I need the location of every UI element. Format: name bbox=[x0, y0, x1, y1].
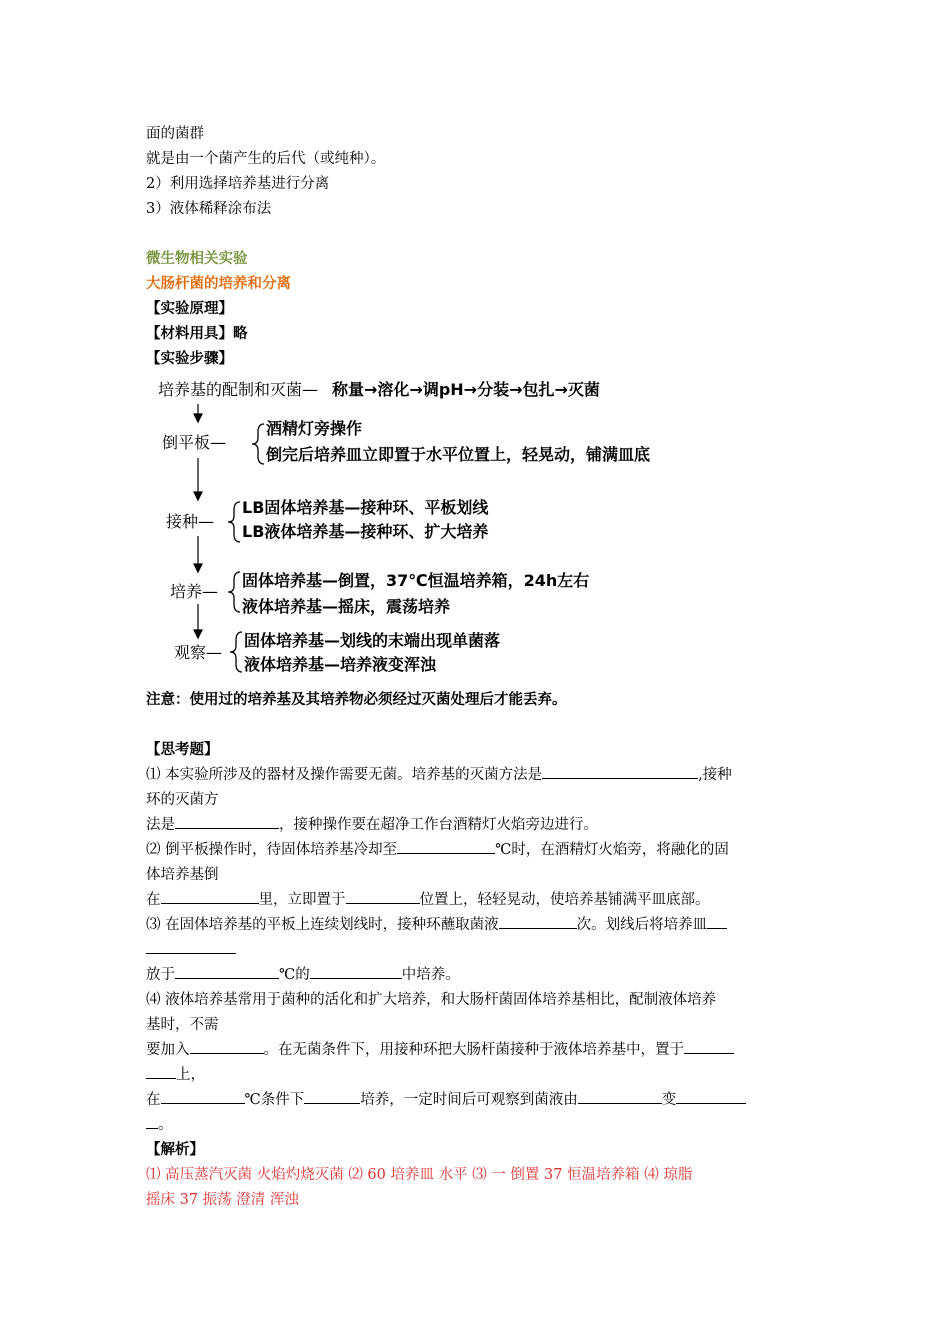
brace-culture bbox=[228, 572, 240, 612]
question-2-line-2: 体培养基倒 bbox=[146, 867, 219, 883]
step-observe-item-1: 固体培养基—划线的末端出现单菌落 bbox=[244, 631, 501, 650]
q3-text: 次。划线后将培养皿 bbox=[576, 917, 708, 933]
question-3-line-3 bbox=[146, 963, 810, 988]
q4-text: ℃条件下 bbox=[244, 1092, 305, 1108]
answer-blank bbox=[146, 939, 236, 954]
q4-text: 在 bbox=[146, 1092, 161, 1108]
q4-text: 。 bbox=[158, 1117, 173, 1133]
q1-text: ⑴ 本实验所涉及的器材及操作需要无菌。培养基的灭菌方法是 bbox=[146, 767, 543, 783]
procedure-diagram bbox=[152, 376, 752, 676]
q4-text: 要加入 bbox=[146, 1042, 190, 1058]
question-2-line-1 bbox=[146, 838, 810, 863]
q3-text: 中培养。 bbox=[401, 967, 460, 983]
question-1-line-1 bbox=[146, 763, 810, 788]
document-page bbox=[146, 122, 810, 1213]
diagram-row1-prefix: 培养基的配制和灭菌— bbox=[158, 380, 319, 399]
answer-blank bbox=[175, 814, 279, 829]
step-inoculate-item-1: LB固体培养基—接种环、平板划线 bbox=[242, 498, 489, 517]
answer-line-1: ⑴ 高压蒸汽灭菌 火焰灼烧灭菌 ⑵ 60 培养皿 水平 ⑶ 一 倒置 37 恒温培养箱 ⑷ 琼脂 bbox=[146, 1167, 693, 1183]
steps-heading: 【实验步骤】 bbox=[146, 351, 233, 367]
answer-blank bbox=[310, 964, 402, 979]
brace-pour bbox=[252, 424, 264, 464]
step-pour-label: 倒平板— bbox=[162, 433, 227, 452]
question-4-line-2: 基时，不需 bbox=[146, 1017, 219, 1033]
answer-blank bbox=[542, 764, 698, 779]
answer-blank bbox=[146, 1114, 158, 1129]
answer-blank bbox=[676, 1089, 746, 1104]
arrow-down-icon bbox=[194, 564, 202, 572]
step-inoculate-item-2: LB液体培养基—接种环、扩大培养 bbox=[242, 522, 489, 541]
diagram-row1-steps: 称量→溶化→调pH→分装→包扎→灭菌 bbox=[332, 380, 600, 399]
answer-blank bbox=[190, 1039, 264, 1054]
answer-blank bbox=[146, 1064, 176, 1079]
question-4-line-6 bbox=[146, 1113, 810, 1138]
spacer bbox=[146, 713, 810, 738]
arrow-down-icon bbox=[194, 630, 202, 638]
brace-inoculate bbox=[228, 502, 240, 542]
step-culture-item-1: 固体培养基—倒置，37℃恒温培养箱，24h左右 bbox=[242, 571, 590, 590]
step-inoculate-label: 接种— bbox=[166, 512, 215, 531]
q3-text: ⑶ 在固体培养基的平板上连续划线时，接种环蘸取菌液 bbox=[146, 917, 499, 933]
q2-text: 位置上，轻轻晃动，使培养基铺满平皿底部。 bbox=[419, 892, 710, 908]
answer-blank bbox=[578, 1089, 662, 1104]
answer-blank bbox=[499, 914, 577, 929]
q4-text: 。在无菌条件下，用接种环把大肠杆菌接种于液体培养基中，置于 bbox=[263, 1042, 684, 1058]
procedure-flow-svg bbox=[152, 376, 752, 676]
q1-text: 法是 bbox=[146, 817, 175, 833]
step-observe-item-2: 液体培养基—培养液变浑浊 bbox=[244, 655, 437, 674]
safety-note: 注意：使用过的培养基及其培养物必须经过灭菌处理后才能丢弃。 bbox=[146, 692, 567, 708]
answer-line-2: 摇床 37 振荡 澄清 浑浊 bbox=[146, 1192, 299, 1208]
step-pour-item-2: 倒完后培养皿立即置于水平位置上，轻晃动，铺满皿底 bbox=[266, 445, 651, 464]
intro-line-4: 3）液体稀释涂布法 bbox=[146, 201, 272, 217]
intro-line-2: 就是由一个菌产生的后代（或纯种）。 bbox=[146, 151, 386, 167]
answer-blank bbox=[397, 839, 495, 854]
answer-blank bbox=[707, 914, 727, 929]
q4-text: 变 bbox=[661, 1092, 677, 1108]
question-4-line-5 bbox=[146, 1088, 810, 1113]
answer-blank bbox=[175, 964, 279, 979]
brace-observe bbox=[230, 632, 242, 672]
step-pour-item-1: 酒精灯旁操作 bbox=[266, 419, 363, 438]
principle-heading: 【实验原理】 bbox=[146, 301, 233, 317]
arrow-down-icon bbox=[194, 492, 202, 500]
question-4-line-4 bbox=[146, 1063, 810, 1088]
answer-blank bbox=[161, 1089, 245, 1104]
q2-text: 里，立即置于 bbox=[258, 892, 346, 908]
q3-text: ℃的 bbox=[279, 967, 310, 983]
question-4-line-3 bbox=[146, 1038, 810, 1063]
q4-text: 培养，一定时间后可观察到菌液由 bbox=[360, 1092, 578, 1108]
q4-text: 上， bbox=[176, 1067, 205, 1083]
intro-line-1: 面的菌群 bbox=[146, 126, 204, 142]
answer-blank bbox=[304, 1089, 360, 1104]
materials-heading: 【材料用具】略 bbox=[146, 326, 248, 342]
answer-blank bbox=[346, 889, 420, 904]
question-3-line-1 bbox=[146, 913, 810, 938]
q3-text: 放于 bbox=[146, 967, 175, 983]
intro-line-3: 2）利用选择培养基进行分离 bbox=[146, 176, 330, 192]
step-observe-label: 观察— bbox=[174, 643, 223, 662]
q2-text: 在 bbox=[146, 892, 161, 908]
q2-text: ⑵ 倒平板操作时，待固体培养基冷却至 bbox=[146, 842, 398, 858]
answer-blank bbox=[161, 889, 259, 904]
q2-text: ℃时，在酒精灯火焰旁，将融化的固 bbox=[495, 842, 729, 858]
question-2-line-3 bbox=[146, 888, 810, 913]
question-4-line-1: ⑷ 液体培养基常用于菌种的活化和扩大培养，和大肠杆菌固体培养基相比，配制液体培养 bbox=[146, 992, 717, 1008]
spacer bbox=[146, 222, 810, 247]
question-1-line-2: 环的灭菌方 bbox=[146, 792, 219, 808]
question-3-line-2 bbox=[146, 938, 810, 963]
step-culture-label: 培养— bbox=[170, 582, 219, 601]
q1-text: ,接种 bbox=[698, 767, 732, 783]
answer-blank bbox=[684, 1039, 734, 1054]
question-1-line-3 bbox=[146, 813, 810, 838]
section-title: 微生物相关实验 bbox=[146, 251, 248, 267]
answer-heading: 【解析】 bbox=[146, 1142, 204, 1158]
arrow-down-icon bbox=[194, 414, 202, 422]
experiment-title: 大肠杆菌的培养和分离 bbox=[146, 276, 291, 292]
step-culture-item-2: 液体培养基—摇床，震荡培养 bbox=[242, 597, 451, 616]
q1-text: ，接种操作要在超净工作台酒精灯火焰旁边进行。 bbox=[279, 817, 598, 833]
questions-heading: 【思考题】 bbox=[146, 742, 219, 758]
